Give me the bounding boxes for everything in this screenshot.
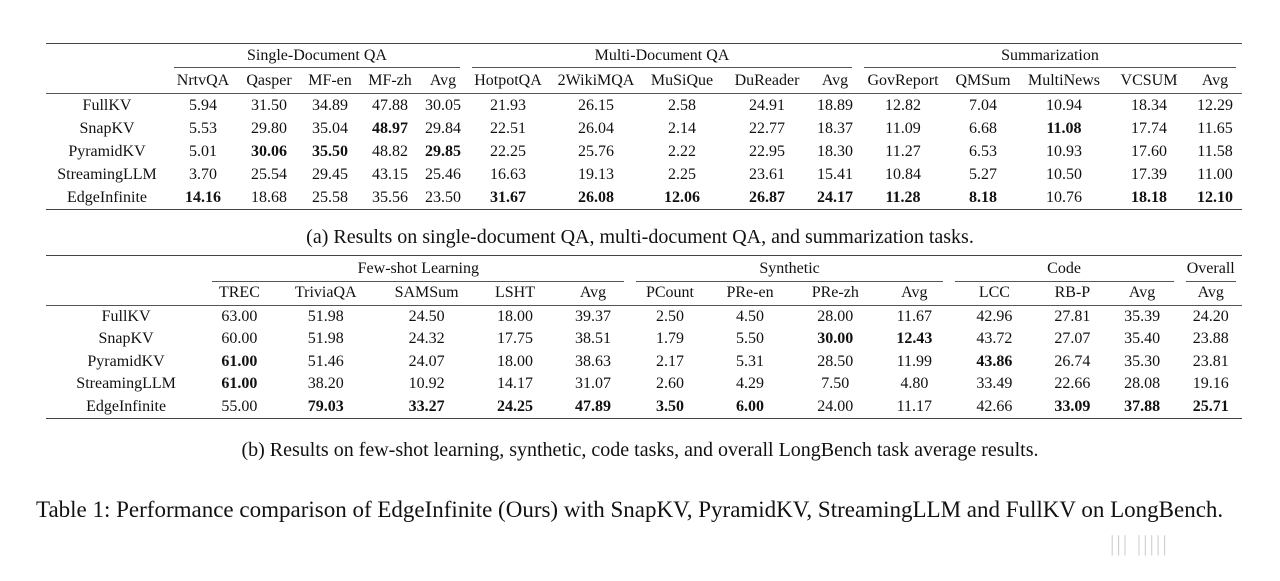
score-cell: 5.50 (736, 330, 765, 348)
column-header: DuReader (734, 71, 800, 89)
score-cell: 14.17 (497, 375, 533, 393)
column-header: MultiNews (1028, 71, 1100, 89)
score-cell: 33.27 (379, 396, 475, 419)
score-cell: 23.50 (420, 186, 466, 210)
score-cell: 4.80 (900, 375, 929, 393)
column-header: MF-zh (368, 71, 412, 89)
score-cell: 11.00 (1197, 165, 1233, 183)
score-cell: 42.66 (949, 396, 1041, 419)
score-cell: 47.88 (360, 94, 420, 118)
score-cell: 12.82 (858, 94, 948, 118)
table-row (46, 140, 1242, 163)
score-cell: 60.00 (221, 330, 258, 348)
method-name: PyramidKV (87, 352, 165, 370)
score-cell: 24.00 (791, 396, 880, 419)
table-row (46, 117, 1242, 140)
score-cell: 2.14 (668, 119, 696, 137)
column-header: PCount (645, 284, 694, 302)
group-header: Multi-Document QA (466, 44, 858, 69)
column-header: VCSUM (1120, 71, 1178, 89)
score-cell: 12.06 (642, 186, 722, 210)
subtable-caption-a: (a) Results on single-document QA, multi-document QA, and summarization tasks. (306, 226, 974, 248)
score-cell: 5.31 (736, 352, 765, 370)
score-cell: 29.80 (251, 119, 287, 137)
score-cell: 79.03 (273, 396, 379, 419)
score-cell: 43.86 (976, 352, 1013, 370)
method-name: SnapKV (98, 330, 154, 348)
score-cell: 25.71 (1180, 396, 1243, 419)
score-cell: 10.92 (408, 375, 445, 393)
score-cell: 2.22 (668, 142, 696, 160)
score-cell: 6.53 (969, 142, 997, 160)
score-cell: 63.00 (206, 305, 273, 328)
score-cell: 43.15 (372, 165, 408, 183)
method-name: StreamingLLM (57, 165, 157, 183)
score-cell: 26.74 (1054, 352, 1091, 370)
score-cell: 26.08 (550, 186, 642, 210)
score-cell: 35.40 (1124, 330, 1161, 348)
score-cell: 35.50 (312, 142, 348, 160)
subtable-caption-b: (b) Results on few-shot learning, synthetic, code tasks, and overall LongBench task average results. (241, 439, 1039, 461)
score-cell: 34.89 (300, 94, 360, 118)
table-caption: Table 1: Performance comparison of EdgeInfinite (Ours) with SnapKV, PyramidKV, StreamingLLM and FullKV on LongBench. (36, 497, 1224, 522)
score-cell: 12.29 (1188, 94, 1242, 118)
method-name: FullKV (46, 305, 206, 328)
score-cell: 33.09 (1040, 396, 1104, 419)
score-cell: 10.94 (1018, 94, 1110, 118)
score-cell: 17.60 (1131, 142, 1167, 160)
score-cell: 24.50 (379, 305, 475, 328)
score-cell: 23.61 (749, 165, 785, 183)
group-header: Overall (1180, 256, 1243, 283)
score-cell: 18.89 (812, 94, 858, 118)
score-cell: 19.16 (1192, 375, 1229, 393)
score-cell: 6.00 (709, 396, 790, 419)
score-cell: 61.00 (221, 352, 258, 370)
column-header: RB-P (1054, 284, 1091, 302)
group-header: Code (949, 256, 1180, 283)
watermark: ||| ||||| (1110, 531, 1169, 556)
method-name: EdgeInfinite (46, 186, 168, 210)
method-name: PyramidKV (68, 142, 146, 160)
score-cell: 5.53 (189, 119, 217, 137)
score-cell: 33.49 (976, 375, 1013, 393)
score-cell: 55.00 (206, 396, 273, 419)
score-cell: 43.72 (976, 330, 1013, 348)
score-cell: 14.16 (168, 186, 238, 210)
score-cell: 31.50 (238, 94, 300, 118)
score-cell: 22.95 (749, 142, 785, 160)
score-cell: 17.39 (1131, 165, 1167, 183)
score-cell: 18.18 (1110, 186, 1188, 210)
score-cell: 10.84 (885, 165, 921, 183)
score-cell: 29.85 (425, 142, 461, 160)
score-cell: 11.17 (880, 396, 949, 419)
column-header: Avg (429, 71, 457, 89)
score-cell: 27.81 (1040, 305, 1104, 328)
score-cell: 31.07 (575, 375, 611, 393)
method-name: SnapKV (79, 119, 135, 137)
score-cell: 22.25 (490, 142, 526, 160)
score-cell: 30.00 (817, 330, 854, 348)
score-cell: 29.84 (425, 119, 461, 137)
column-header: 2WikiMQA (557, 71, 635, 89)
score-cell: 48.97 (372, 119, 408, 137)
score-cell: 42.96 (949, 305, 1041, 328)
score-cell: 47.89 (556, 396, 631, 419)
score-cell: 11.28 (858, 186, 948, 210)
score-cell: 25.76 (578, 142, 614, 160)
score-cell: 51.98 (273, 305, 379, 328)
score-cell: 11.65 (1197, 119, 1233, 137)
column-header: LCC (978, 284, 1010, 302)
score-cell: 11.09 (885, 119, 921, 137)
score-cell: 35.04 (312, 119, 348, 137)
method-name: EdgeInfinite (46, 396, 206, 419)
score-cell: 2.60 (655, 375, 684, 393)
score-cell: 1.79 (655, 330, 684, 348)
score-cell: 31.67 (466, 186, 550, 210)
score-cell: 28.50 (817, 352, 854, 370)
score-cell: 21.93 (466, 94, 550, 118)
score-cell: 26.15 (550, 94, 642, 118)
score-cell: 24.07 (408, 352, 445, 370)
column-header: SAMSum (394, 284, 459, 302)
score-cell: 38.20 (307, 375, 344, 393)
score-cell: 17.75 (497, 330, 533, 348)
score-cell: 24.91 (722, 94, 812, 118)
column-header: HotpotQA (474, 71, 542, 89)
results-table-a (46, 43, 1242, 210)
table-row (46, 373, 1242, 396)
score-cell: 24.25 (474, 396, 555, 419)
score-cell: 61.00 (221, 375, 258, 393)
column-header: TREC (218, 284, 260, 302)
score-cell: 6.68 (969, 119, 997, 137)
score-cell: 51.46 (307, 352, 344, 370)
column-header: TriviaQA (294, 284, 357, 302)
score-cell: 25.58 (300, 186, 360, 210)
score-cell: 11.58 (1197, 142, 1233, 160)
score-cell: 8.18 (948, 186, 1018, 210)
score-cell: 16.63 (490, 165, 526, 183)
score-cell: 5.27 (969, 165, 997, 183)
score-cell: 38.51 (575, 330, 611, 348)
score-cell: 35.56 (360, 186, 420, 210)
score-cell: 23.81 (1192, 352, 1229, 370)
column-header: Avg (1197, 284, 1224, 302)
column-header: PRe-en (726, 284, 774, 302)
table-row (46, 396, 1242, 419)
score-cell: 37.88 (1105, 396, 1180, 419)
score-cell: 12.10 (1188, 186, 1242, 210)
group-header: Synthetic (630, 256, 948, 283)
column-header: GovReport (867, 71, 939, 89)
score-cell: 7.04 (948, 94, 1018, 118)
score-cell: 22.66 (1054, 375, 1091, 393)
score-cell: 18.00 (497, 352, 533, 370)
score-cell: 4.29 (736, 375, 765, 393)
score-cell: 15.41 (817, 165, 853, 183)
score-cell: 11.08 (1046, 119, 1082, 137)
score-cell: 18.00 (474, 305, 555, 328)
method-name: FullKV (46, 94, 168, 118)
column-header: MF-en (308, 71, 352, 89)
score-cell: 24.32 (408, 330, 445, 348)
score-cell: 18.68 (238, 186, 300, 210)
score-cell: 10.93 (1046, 142, 1082, 160)
score-cell: 5.01 (189, 142, 217, 160)
score-cell: 24.20 (1180, 305, 1243, 328)
score-cell: 22.77 (749, 119, 785, 137)
score-cell: 11.67 (880, 305, 949, 328)
score-cell: 51.98 (307, 330, 344, 348)
column-header: MuSiQue (650, 71, 714, 89)
column-header: NrtvQA (176, 71, 230, 89)
score-cell: 25.46 (425, 165, 461, 183)
score-cell: 39.37 (556, 305, 631, 328)
score-cell: 2.50 (630, 305, 709, 328)
group-header: Few-shot Learning (206, 256, 630, 283)
score-cell: 11.27 (885, 142, 921, 160)
score-cell: 2.58 (642, 94, 722, 118)
score-cell: 24.17 (812, 186, 858, 210)
group-header: Summarization (858, 44, 1242, 69)
column-header: Avg (579, 284, 607, 302)
score-cell: 35.39 (1105, 305, 1180, 328)
score-cell: 28.00 (791, 305, 880, 328)
column-header: LSHT (495, 284, 535, 302)
score-cell: 3.50 (630, 396, 709, 419)
table-row (46, 186, 1242, 210)
score-cell: 11.99 (896, 352, 933, 370)
table-row (46, 163, 1242, 186)
score-cell: 7.50 (821, 375, 850, 393)
score-cell: 27.07 (1054, 330, 1091, 348)
score-cell: 10.50 (1046, 165, 1082, 183)
column-header: PRe-zh (811, 284, 859, 302)
score-cell: 26.04 (578, 119, 614, 137)
score-cell: 2.17 (655, 352, 684, 370)
table-row (46, 94, 1242, 118)
score-cell: 4.50 (709, 305, 790, 328)
score-cell: 25.54 (251, 165, 287, 183)
table-row (46, 305, 1242, 328)
score-cell: 2.25 (668, 165, 696, 183)
score-cell: 3.70 (189, 165, 217, 183)
table-row (46, 351, 1242, 374)
score-cell: 18.37 (817, 119, 853, 137)
column-header: Qasper (246, 71, 292, 89)
score-cell: 30.05 (420, 94, 466, 118)
column-header: Avg (1201, 71, 1229, 89)
score-cell: 18.30 (817, 142, 853, 160)
score-cell: 30.06 (251, 142, 287, 160)
score-cell: 48.82 (372, 142, 408, 160)
column-header: Avg (821, 71, 849, 89)
score-cell: 26.87 (722, 186, 812, 210)
score-cell: 22.51 (490, 119, 526, 137)
score-cell: 28.08 (1124, 375, 1161, 393)
group-header: Single-Document QA (168, 44, 466, 69)
results-table-b (46, 255, 1242, 419)
score-cell: 12.43 (896, 330, 933, 348)
score-cell: 17.74 (1131, 119, 1167, 137)
score-cell: 19.13 (578, 165, 614, 183)
column-header: QMSum (955, 71, 1011, 89)
column-header: Avg (901, 284, 928, 302)
score-cell: 10.76 (1018, 186, 1110, 210)
score-cell: 29.45 (312, 165, 348, 183)
column-header: Avg (1128, 284, 1156, 302)
score-cell: 35.30 (1124, 352, 1161, 370)
score-cell: 5.94 (168, 94, 238, 118)
score-cell: 18.34 (1110, 94, 1188, 118)
score-cell: 23.88 (1192, 330, 1229, 348)
score-cell: 38.63 (575, 352, 611, 370)
table-row (46, 328, 1242, 351)
method-name: StreamingLLM (76, 375, 176, 393)
